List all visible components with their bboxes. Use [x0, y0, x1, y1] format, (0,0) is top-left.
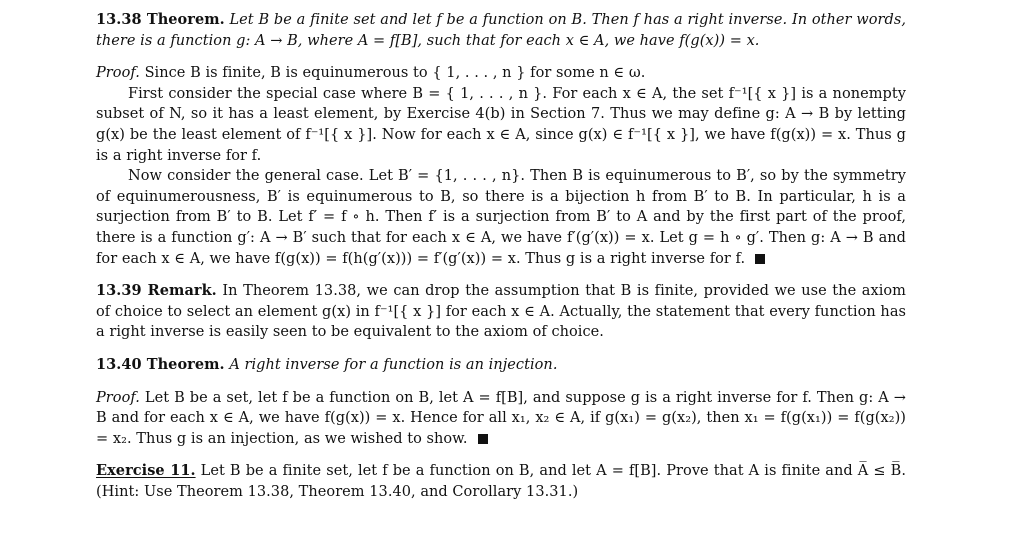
proof-13-40 — [96, 388, 906, 450]
exercise-11 — [96, 461, 906, 502]
remark-13-39 — [96, 281, 906, 343]
proof-paragraph-3: Now consider the general case. Let B′ = {1, . . . , n}. Then B is equinumerous to B′, so by the symmetry of equinumerousness, B′ is equinumerous to B, so there is a bijection h from B′ to B. In particular, h is a surjection from B′ to B. Let f′ = f ∘ h. Then f′ is a surjection from B′ to A and by the first part of the proof, there is a function g′: A → B′ such that for each x ∈ A, we have f′(g′(x)) = x. Let g = h ∘ g′. Then g: A → B and for each x ∈ A, we have f(g(x)) = f(h(g′(x))) = f′(g′(x)) = x. Thus g is a right inverse for f. — [96, 168, 906, 267]
theorem-statement: A right inverse for a function is an injection. — [229, 356, 558, 373]
proof-label: Proof. — [96, 65, 140, 82]
proof-paragraph-1: Since B is finite, B is equinumerous to { 1, . . . , n } for some n ∈ ω. — [144, 65, 646, 82]
remark-text: In Theorem 13.38, we can drop the assumption that B is finite, provided we use the axiom of choice to select an element g(x) in f⁻¹[{ x }] for each x ∈ A. Actually, the statement that every function has a right inverse is easily seen to be equivalent to the axiom of choice. — [96, 283, 906, 341]
proof-paragraph-2: First consider the special case where B = { 1, . . . , n }. For each x ∈ A, the set f⁻¹[{ x }] is a nonempty subset of N, so it has a least element, by Exercise 4(b) in Section 7. Thus we may define g: A → B by letting g(x) be the least element of f⁻¹[{ x }]. Now for each x ∈ A, since g(x) ∈ f⁻¹[{ x }], we have f(g(x)) = x. Thus g is a right inverse for f. — [96, 85, 906, 164]
qed-square-icon — [478, 434, 488, 444]
exercise-label: Exercise 11. — [96, 462, 196, 480]
theorem-13-40 — [96, 355, 906, 376]
qed-square-icon — [755, 254, 765, 264]
theorem-13-38 — [96, 10, 906, 51]
remark-label: 13.39 Remark. — [96, 282, 217, 300]
theorem-label: 13.38 Theorem. — [96, 11, 225, 28]
proof-label: Proof. — [96, 389, 140, 406]
exercise-text: Let B be a finite set, let f be a function on B, and let A = f[B]. Prove that A is finite and A̅ ≤ B̅. (Hint: Use Theorem 13.38, Theorem 13.40, and Corollary 13.31.) — [96, 463, 906, 500]
theorem-label: 13.40 Theorem. — [96, 355, 225, 373]
proof-13-38 — [96, 63, 906, 269]
proof-text: Let B be a set, let f be a function on B, let A = f[B], and suppose g is a right inverse for f. Then g: A → B and for each x ∈ A, we have f(g(x)) = x. Hence for all x₁, x₂ ∈ A, if g(x₁) = g(x₂), then x₁ = f(g(x₁)) = f(g(x₂)) = x₂. Thus g is an injection, as we wished to show. — [96, 389, 906, 447]
theorem-statement: Let B be a finite set and let f be a function on B. Then f has a right inverse. In other words, there is a function g: A → B, where A = f[B], such that for each x ∈ A, we have f(g(x)) = x. — [96, 12, 906, 49]
